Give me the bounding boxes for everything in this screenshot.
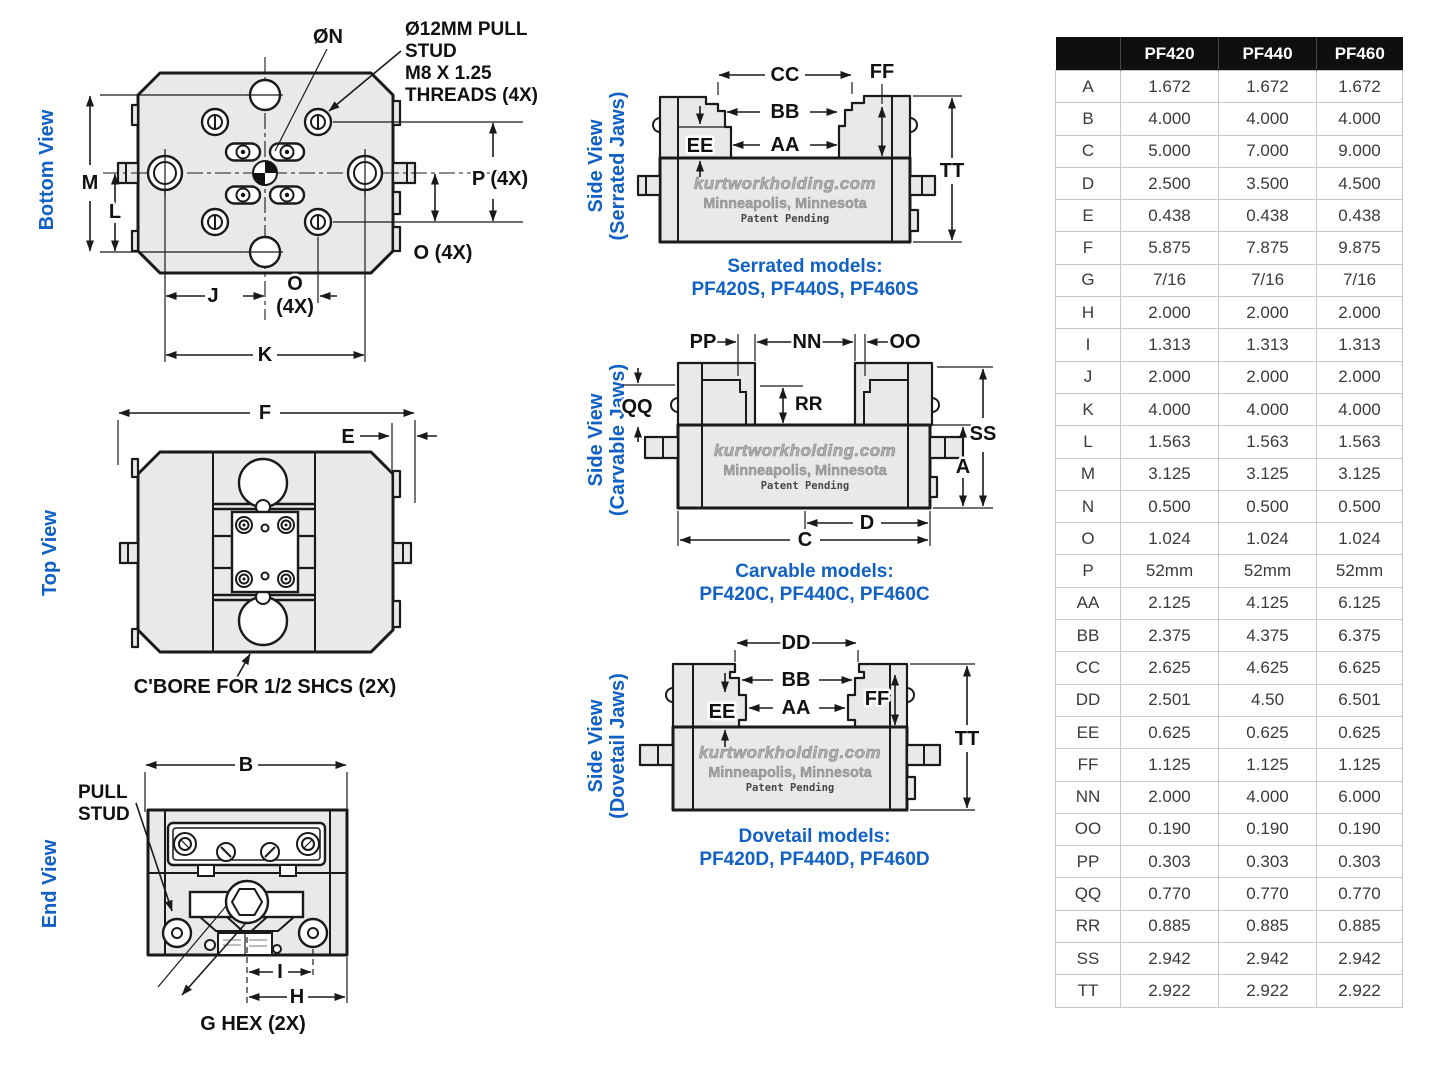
table-row bbox=[1056, 555, 1403, 587]
column-header: PF440 bbox=[1219, 37, 1317, 71]
dim-value: 4.625 bbox=[1219, 652, 1317, 684]
dim-value: 1.125 bbox=[1219, 749, 1317, 781]
dim-value: 7/16 bbox=[1219, 264, 1317, 296]
dim-key: PP bbox=[1056, 846, 1121, 878]
dim-value: 2.000 bbox=[1317, 361, 1403, 393]
table-row bbox=[1056, 458, 1403, 490]
dim-label-j: J bbox=[207, 285, 219, 307]
dim-value: 0.770 bbox=[1121, 878, 1219, 910]
dim-value: 0.770 bbox=[1317, 878, 1403, 910]
patent-text: Patent Pending bbox=[740, 213, 830, 225]
dim-key: E bbox=[1056, 200, 1121, 232]
table-row bbox=[1056, 716, 1403, 748]
dim-key: TT bbox=[1056, 975, 1121, 1007]
dim-key: K bbox=[1056, 393, 1121, 425]
dim-value: 0.625 bbox=[1121, 716, 1219, 748]
dim-value: 0.438 bbox=[1219, 200, 1317, 232]
carvable-caption-title: Carvable models: bbox=[735, 561, 894, 582]
dim-label-o: O bbox=[287, 273, 303, 295]
spec-table bbox=[1055, 37, 1403, 1008]
dim-key: NN bbox=[1056, 781, 1121, 813]
logo-text: kurtworkholding.com bbox=[693, 174, 877, 193]
pull-stud-label-line2: STUD bbox=[78, 804, 130, 825]
table-row bbox=[1056, 878, 1403, 910]
dim-label-ss: SS bbox=[969, 423, 997, 445]
pull-stud-note-line1: Ø12MM PULL bbox=[405, 19, 528, 40]
dim-label-e: E bbox=[341, 426, 355, 448]
table-row bbox=[1056, 910, 1403, 942]
dim-value: 0.303 bbox=[1219, 846, 1317, 878]
dovetail-view-label-line2: (Dovetail Jaws) bbox=[607, 673, 629, 819]
dim-key: L bbox=[1056, 426, 1121, 458]
dim-value: 2.500 bbox=[1121, 167, 1219, 199]
bottom-view-drawing bbox=[75, 5, 550, 377]
dim-value: 4.375 bbox=[1219, 620, 1317, 652]
dim-key: AA bbox=[1056, 587, 1121, 619]
spec-table-body bbox=[1056, 71, 1403, 1008]
carvable-side-view-drawing bbox=[615, 330, 1013, 562]
location-text: Minneapolis, Minnesota bbox=[723, 463, 887, 479]
location-text: Minneapolis, Minnesota bbox=[708, 765, 872, 781]
dim-value: 6.501 bbox=[1317, 684, 1403, 716]
dim-label-c: C bbox=[797, 529, 813, 551]
dim-value: 9.875 bbox=[1317, 232, 1403, 264]
table-row bbox=[1056, 232, 1403, 264]
dim-label-ee: EE bbox=[708, 701, 736, 723]
dim-key: I bbox=[1056, 329, 1121, 361]
table-row bbox=[1056, 749, 1403, 781]
dim-key: A bbox=[1056, 71, 1121, 103]
dim-value: 0.885 bbox=[1317, 910, 1403, 942]
table-row bbox=[1056, 490, 1403, 522]
dim-label-cc: CC bbox=[770, 64, 800, 86]
table-row bbox=[1056, 523, 1403, 555]
dim-value: 1.024 bbox=[1219, 523, 1317, 555]
dim-label-oo: OO bbox=[889, 331, 921, 353]
top-view-drawing bbox=[40, 395, 490, 707]
dim-value: 1.672 bbox=[1219, 71, 1317, 103]
dim-key: BB bbox=[1056, 620, 1121, 652]
dim-key: CC bbox=[1056, 652, 1121, 684]
dim-value: 7/16 bbox=[1121, 264, 1219, 296]
table-row bbox=[1056, 71, 1403, 103]
carvable-view-label-line2: (Carvable Jaws) bbox=[607, 363, 629, 517]
column-header: PF420 bbox=[1121, 37, 1219, 71]
pull-stud-note-line3: M8 X 1.25 bbox=[405, 63, 492, 84]
table-row bbox=[1056, 393, 1403, 425]
dim-label-i: I bbox=[277, 961, 283, 983]
dim-value: 0.438 bbox=[1317, 200, 1403, 232]
dim-label-a: A bbox=[955, 456, 971, 478]
dim-label-p: P (4X) bbox=[471, 168, 529, 190]
dim-value: 1.672 bbox=[1317, 71, 1403, 103]
dim-key: N bbox=[1056, 490, 1121, 522]
dim-value: 0.303 bbox=[1317, 846, 1403, 878]
dim-key: SS bbox=[1056, 943, 1121, 975]
dovetail-caption-title: Dovetail models: bbox=[738, 826, 891, 847]
dim-value: 2.375 bbox=[1121, 620, 1219, 652]
dim-value: 2.000 bbox=[1121, 297, 1219, 329]
dim-value: 7/16 bbox=[1317, 264, 1403, 296]
dim-label-o-right: O (4X) bbox=[413, 242, 473, 264]
dim-value: 4.125 bbox=[1219, 587, 1317, 619]
dim-label-l: L bbox=[108, 201, 122, 223]
patent-text: Patent Pending bbox=[760, 480, 850, 492]
dim-value: 0.625 bbox=[1219, 716, 1317, 748]
dim-label-aa: AA bbox=[781, 697, 811, 719]
dim-label-tt: TT bbox=[939, 160, 965, 182]
dim-value: 4.000 bbox=[1219, 781, 1317, 813]
spec-table-head-row bbox=[1056, 37, 1403, 71]
end-view-label: End View bbox=[39, 839, 61, 929]
pull-stud-label-line1: PULL bbox=[78, 782, 128, 803]
dim-value: 2.000 bbox=[1121, 781, 1219, 813]
carvable-view-label-line1: Side View bbox=[585, 393, 607, 487]
table-row bbox=[1056, 813, 1403, 845]
dim-value: 2.000 bbox=[1219, 361, 1317, 393]
dim-value: 4.000 bbox=[1219, 393, 1317, 425]
dim-key: EE bbox=[1056, 716, 1121, 748]
dim-value: 1.125 bbox=[1317, 749, 1403, 781]
dim-value: 7.000 bbox=[1219, 135, 1317, 167]
cbore-note: C'BORE FOR 1/2 SHCS (2X) bbox=[133, 676, 397, 698]
dim-value: 5.875 bbox=[1121, 232, 1219, 264]
dovetail-caption bbox=[617, 825, 1012, 871]
table-row bbox=[1056, 652, 1403, 684]
table-row bbox=[1056, 167, 1403, 199]
dim-value: 6.375 bbox=[1317, 620, 1403, 652]
center-datum-target bbox=[253, 161, 277, 185]
table-row bbox=[1056, 200, 1403, 232]
dim-value: 1.563 bbox=[1219, 426, 1317, 458]
dim-value: 2.125 bbox=[1121, 587, 1219, 619]
dim-value: 3.500 bbox=[1219, 167, 1317, 199]
carvable-caption bbox=[617, 560, 1012, 606]
dim-value: 2.922 bbox=[1219, 975, 1317, 1007]
dim-value: 6.125 bbox=[1317, 587, 1403, 619]
dim-key: OO bbox=[1056, 813, 1121, 845]
dim-value: 0.885 bbox=[1121, 910, 1219, 942]
serrated-view-label-line2: (Serrated Jaws) bbox=[607, 91, 629, 241]
dim-label-k: K bbox=[257, 344, 273, 366]
dim-value: 2.942 bbox=[1317, 943, 1403, 975]
serrated-caption-title: Serrated models: bbox=[727, 256, 883, 277]
hole-n-note: ØN bbox=[313, 26, 343, 48]
column-header bbox=[1056, 37, 1121, 71]
table-row bbox=[1056, 943, 1403, 975]
dim-label-m: M bbox=[81, 172, 99, 194]
dim-value: 0.500 bbox=[1121, 490, 1219, 522]
dim-value: 0.885 bbox=[1219, 910, 1317, 942]
dim-label-tt: TT bbox=[954, 728, 980, 750]
dim-value: 2.000 bbox=[1219, 297, 1317, 329]
dim-label-d: D bbox=[859, 512, 875, 534]
dim-value: 1.313 bbox=[1317, 329, 1403, 361]
dim-value: 2.942 bbox=[1219, 943, 1317, 975]
table-row bbox=[1056, 426, 1403, 458]
dim-value: 9.000 bbox=[1317, 135, 1403, 167]
dim-value: 4.50 bbox=[1219, 684, 1317, 716]
dim-value: 4.000 bbox=[1317, 393, 1403, 425]
dim-key: D bbox=[1056, 167, 1121, 199]
dim-key: J bbox=[1056, 361, 1121, 393]
dim-label-bb: BB bbox=[770, 101, 800, 123]
dim-value: 0.303 bbox=[1121, 846, 1219, 878]
dim-label-dd: DD bbox=[781, 632, 811, 654]
dim-label-qq: QQ bbox=[621, 396, 653, 418]
dim-key: RR bbox=[1056, 910, 1121, 942]
dim-value: 2.000 bbox=[1121, 361, 1219, 393]
dim-value: 0.500 bbox=[1219, 490, 1317, 522]
serrated-caption-models: PF420S, PF440S, PF460S bbox=[691, 279, 919, 300]
table-row bbox=[1056, 587, 1403, 619]
pull-stud-note-line4: THREADS (4X) bbox=[405, 85, 539, 106]
dim-key: O bbox=[1056, 523, 1121, 555]
dim-value: 4.500 bbox=[1317, 167, 1403, 199]
dim-value: 3.125 bbox=[1219, 458, 1317, 490]
dim-value: 5.000 bbox=[1121, 135, 1219, 167]
dim-value: 52mm bbox=[1317, 555, 1403, 587]
serrated-side-view-drawing bbox=[630, 60, 980, 265]
logo-text: kurtworkholding.com bbox=[713, 441, 897, 460]
dim-value: 6.625 bbox=[1317, 652, 1403, 684]
dim-value: 4.000 bbox=[1317, 103, 1403, 135]
dim-value: 1.563 bbox=[1121, 426, 1219, 458]
dim-key: P bbox=[1056, 555, 1121, 587]
bottom-view-label: Bottom View bbox=[36, 109, 58, 231]
dim-value: 1.313 bbox=[1121, 329, 1219, 361]
dim-value: 52mm bbox=[1219, 555, 1317, 587]
dim-value: 3.125 bbox=[1121, 458, 1219, 490]
dim-value: 2.922 bbox=[1317, 975, 1403, 1007]
dim-value: 3.125 bbox=[1317, 458, 1403, 490]
dim-value: 2.000 bbox=[1317, 297, 1403, 329]
dim-value: 1.024 bbox=[1121, 523, 1219, 555]
table-row bbox=[1056, 846, 1403, 878]
dim-value: 1.125 bbox=[1121, 749, 1219, 781]
table-row bbox=[1056, 135, 1403, 167]
serrated-view-label-line1: Side View bbox=[585, 119, 607, 213]
dim-key: G bbox=[1056, 264, 1121, 296]
patent-text: Patent Pending bbox=[745, 782, 835, 794]
dim-key: FF bbox=[1056, 749, 1121, 781]
table-row bbox=[1056, 103, 1403, 135]
column-header: PF460 bbox=[1317, 37, 1403, 71]
dim-value: 6.000 bbox=[1317, 781, 1403, 813]
dim-value: 1.024 bbox=[1317, 523, 1403, 555]
end-view-drawing bbox=[40, 745, 485, 1083]
dovetail-view-label-line1: Side View bbox=[585, 699, 607, 793]
dim-key: F bbox=[1056, 232, 1121, 264]
dim-value: 1.672 bbox=[1121, 71, 1219, 103]
dim-label-f: F bbox=[258, 402, 272, 424]
location-text: Minneapolis, Minnesota bbox=[703, 196, 867, 212]
dim-value: 1.563 bbox=[1317, 426, 1403, 458]
carvable-caption-models: PF420C, PF440C, PF460C bbox=[699, 584, 930, 605]
dim-label-ff: FF bbox=[869, 61, 895, 83]
table-row bbox=[1056, 781, 1403, 813]
dim-label-b: B bbox=[238, 754, 254, 776]
dovetail-caption-models: PF420D, PF440D, PF460D bbox=[699, 849, 930, 870]
dim-label-pp: PP bbox=[689, 331, 717, 353]
dim-label-o-qty: (4X) bbox=[276, 296, 314, 318]
dim-key: DD bbox=[1056, 684, 1121, 716]
dim-key: M bbox=[1056, 458, 1121, 490]
dim-value: 4.000 bbox=[1219, 103, 1317, 135]
dim-label-h: H bbox=[289, 986, 305, 1008]
dim-value: 0.438 bbox=[1121, 200, 1219, 232]
dim-value: 0.190 bbox=[1317, 813, 1403, 845]
table-row bbox=[1056, 361, 1403, 393]
dim-value: 0.190 bbox=[1121, 813, 1219, 845]
dim-key: QQ bbox=[1056, 878, 1121, 910]
dim-value: 0.625 bbox=[1317, 716, 1403, 748]
dim-label-rr: RR bbox=[795, 394, 823, 415]
serrated-view-label bbox=[585, 71, 629, 261]
dim-value: 1.313 bbox=[1219, 329, 1317, 361]
dim-label-bb: BB bbox=[781, 669, 811, 691]
dim-value: 2.501 bbox=[1121, 684, 1219, 716]
dim-value: 0.500 bbox=[1317, 490, 1403, 522]
dim-value: 4.000 bbox=[1121, 103, 1219, 135]
table-row bbox=[1056, 297, 1403, 329]
dim-value: 2.942 bbox=[1121, 943, 1219, 975]
dim-label-ff: FF bbox=[864, 688, 890, 710]
table-row bbox=[1056, 975, 1403, 1007]
g-hex-note: G HEX (2X) bbox=[200, 1013, 306, 1035]
dim-key: H bbox=[1056, 297, 1121, 329]
dim-label-ee: EE bbox=[686, 135, 714, 157]
dim-label-nn: NN bbox=[792, 331, 822, 353]
table-row bbox=[1056, 329, 1403, 361]
table-row bbox=[1056, 620, 1403, 652]
logo-text: kurtworkholding.com bbox=[698, 743, 882, 762]
dim-key: C bbox=[1056, 135, 1121, 167]
serrated-caption bbox=[640, 255, 970, 301]
dim-value: 4.000 bbox=[1121, 393, 1219, 425]
pull-stud-note-line2: STUD bbox=[405, 41, 457, 62]
dim-value: 52mm bbox=[1121, 555, 1219, 587]
dim-label-aa: AA bbox=[770, 134, 800, 156]
dim-key: B bbox=[1056, 103, 1121, 135]
dovetail-side-view-drawing bbox=[615, 625, 1013, 853]
dim-value: 0.190 bbox=[1219, 813, 1317, 845]
table-row bbox=[1056, 684, 1403, 716]
table-row bbox=[1056, 264, 1403, 296]
top-view-label: Top View bbox=[39, 510, 61, 596]
dim-value: 2.625 bbox=[1121, 652, 1219, 684]
dim-value: 7.875 bbox=[1219, 232, 1317, 264]
dim-value: 0.770 bbox=[1219, 878, 1317, 910]
dim-value: 2.922 bbox=[1121, 975, 1219, 1007]
